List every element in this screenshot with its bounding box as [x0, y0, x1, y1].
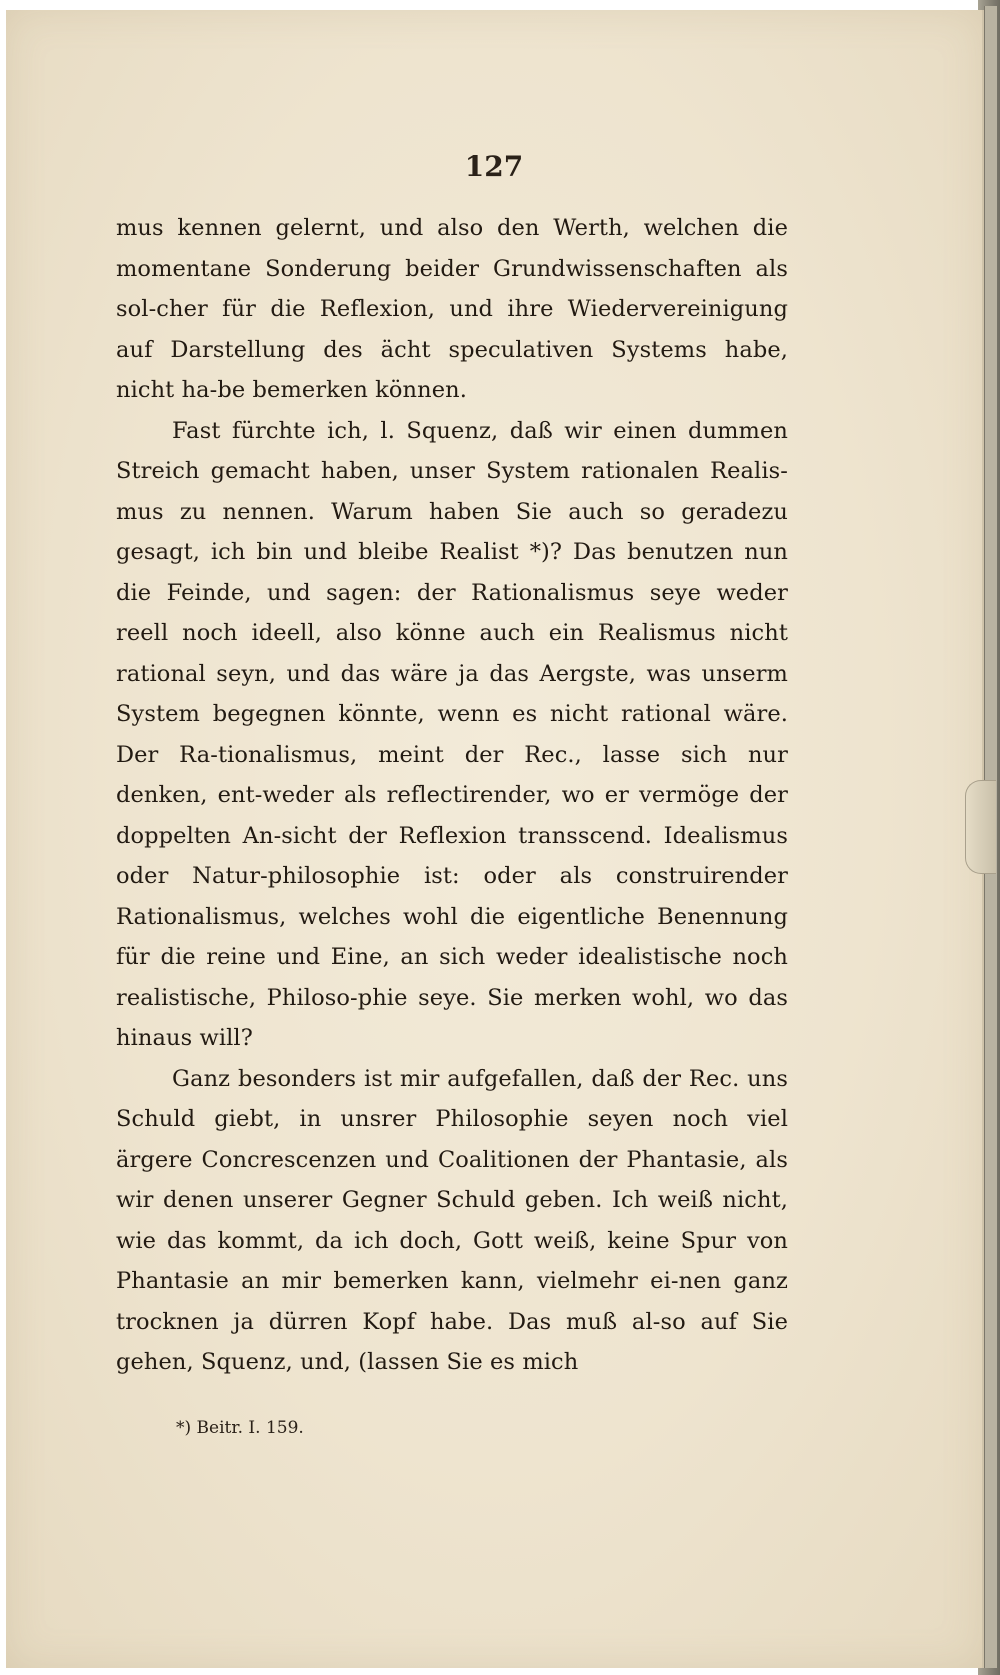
page-tab — [965, 780, 996, 874]
paragraph-1: mus kennen gelernt, und also den Werth, welchen die momentane Sonderung beider Grundwissenschaften als sol-cher für die Reflexion, und ihre Wiedervereinigung auf Darstellung des ächt speculativen Systems habe, nicht ha-be bemerken können. — [116, 215, 788, 403]
body-text — [116, 208, 788, 1383]
book-page — [6, 10, 984, 1668]
paragraph-2: Fast fürchte ich, l. Squenz, daß wir einen dummen Streich gemacht haben, unser System rationalen Realis-mus zu nennen. Warum haben Sie auch so geradezu gesagt, ich bin und bleibe Realist *)? Das benutzen nun die Feinde, und sagen: der Rationalismus seye weder reell noch ideell, also könne auch ein Realismus nicht rational seyn, und das wäre ja das Aergste, was unserm System begegnen könnte, wenn es nicht rational wäre. Der Ra-tionalismus, meint der Rec., lasse sich nur denken, ent-weder als reflectirender, wo er vermöge der doppelten An-sicht der Reflexion transscend. Idealismus oder Natur-philosophie ist: oder als construirender Rationalismus, welches wohl die eigentliche Benennung für die reine und Eine, an sich weder idealistische noch realistische, Philoso-phie seye. Sie merken wohl, wo das hinaus will? — [116, 417, 788, 1051]
page-number: 127 — [464, 150, 524, 183]
paragraph-3: Ganz besonders ist mir aufgefallen, daß der Rec. uns Schuld giebt, in unsrer Philosophie seyen noch viel ärgere Concrescenzen und Coalitionen der Phantasie, als wir denen unserer Gegner Schuld geben. Ich weiß nicht, wie das kommt, da ich doch, Gott weiß, keine Spur von Phantasie an mir bemerken kann, vielmehr ei-nen ganz trocknen ja dürren Kopf habe. Das muß al-so auf Sie gehen, Squenz, und, (lassen Sie es mich — [116, 1065, 788, 1375]
footnote: *) Beitr. I. 159. — [176, 1418, 304, 1438]
